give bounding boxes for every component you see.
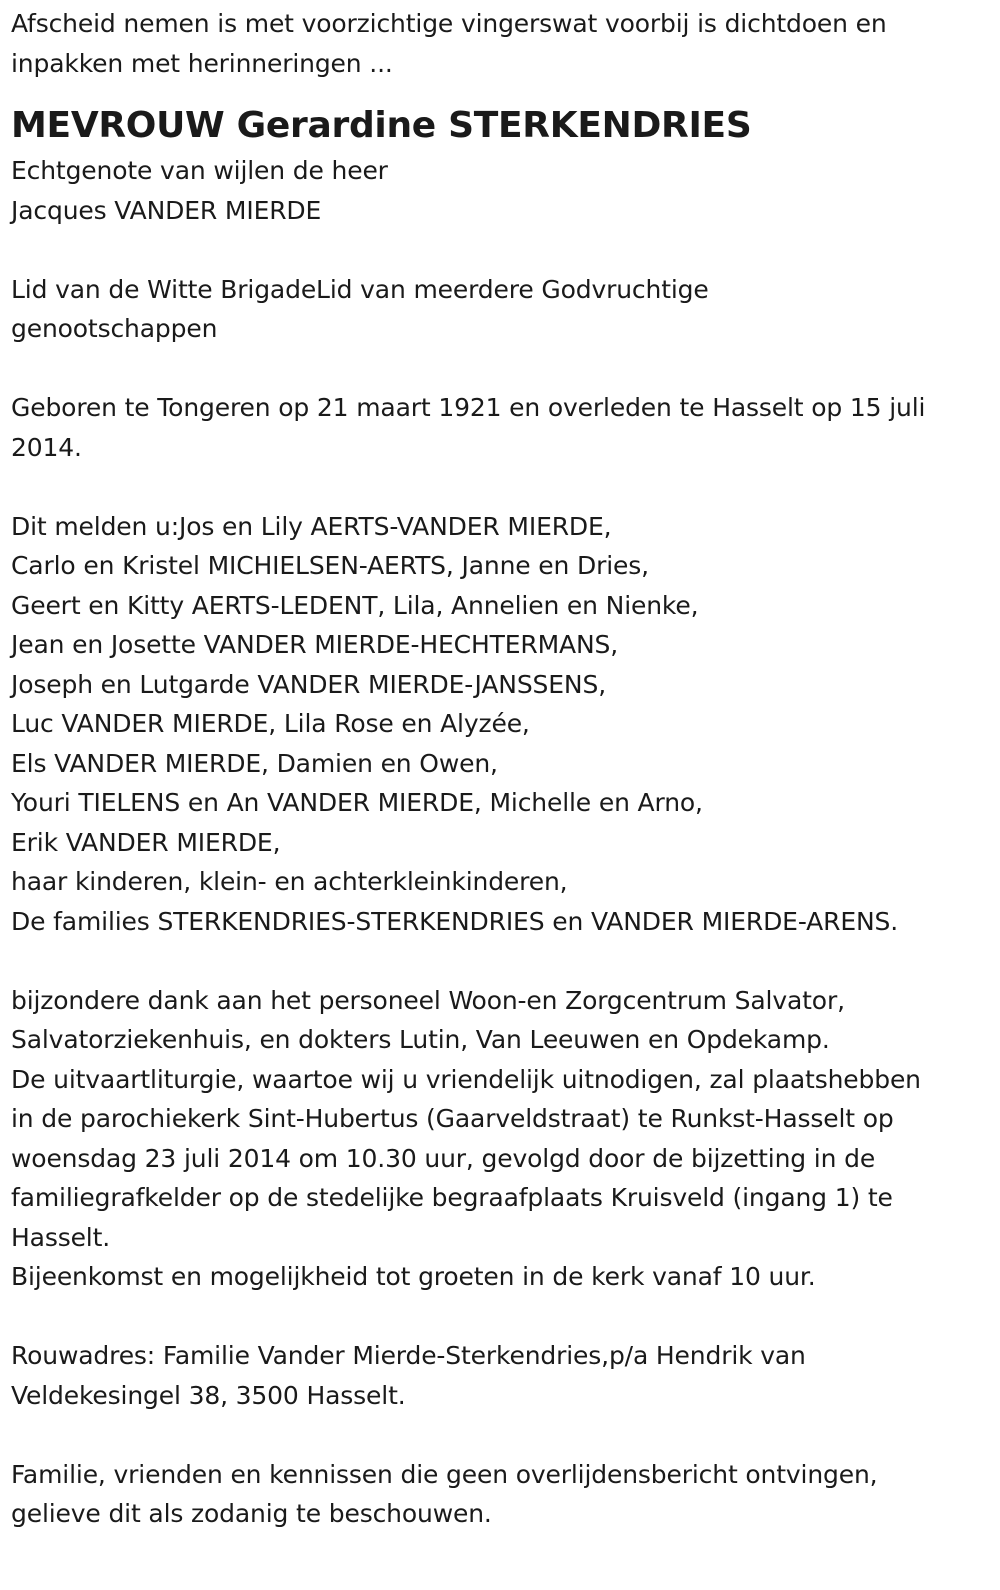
- announcer-line: haar kinderen, klein- en achterkleinkinderen,: [11, 867, 568, 896]
- birth-death-line: Geboren te Tongeren op 21 maart 1921 en overleden te Hasselt op 15 juli: [11, 393, 926, 422]
- announcers: [11, 507, 986, 942]
- spacer: [11, 349, 986, 389]
- ceremony-line: bijzondere dank aan het personeel Woon-en Zorgcentrum Salvator,: [11, 985, 845, 1015]
- announcer-line: Luc VANDER MIERDE, Lila Rose en Alyzée,: [11, 709, 530, 738]
- mourning-address: [11, 1336, 986, 1415]
- announcer-line: Jean en Josette VANDER MIERDE-HECHTERMANS,: [11, 630, 619, 659]
- intro-quote: [11, 4, 986, 83]
- announcer-line: Joseph en Lutgarde VANDER MIERDE-JANSSENS,: [11, 669, 606, 699]
- spacer: [11, 941, 986, 981]
- closing-note: [11, 1455, 986, 1534]
- announcer-line: Youri TIELENS en An VANDER MIERDE, Michelle en Arno,: [11, 788, 703, 817]
- spacer: [11, 467, 986, 507]
- thanks-and-ceremony: [11, 981, 986, 1297]
- announcer-line: Geert en Kitty AERTS-LEDENT, Lila, Annelien en Nienke,: [11, 590, 699, 620]
- announcer-line: De families STERKENDRIES-STERKENDRIES en VANDER MIERDE-ARENS.: [11, 906, 899, 936]
- intro-line: inpakken met herinneringen ...: [11, 48, 393, 78]
- spacer: [11, 230, 986, 270]
- ceremony-line: in de parochiekerk Sint-Hubertus (Gaarveldstraat) te Runkst-Hasselt op: [11, 1104, 894, 1133]
- announcer-line: Carlo en Kristel MICHIELSEN-AERTS, Janne en Dries,: [11, 551, 649, 580]
- closing-line: Familie, vrienden en kennissen die geen overlijdensbericht ontvingen,: [11, 1459, 878, 1489]
- ceremony-line: De uitvaartliturgie, waartoe wij u vriendelijk uitnodigen, zal plaatshebben: [11, 1064, 921, 1094]
- ceremony-line: familiegrafkelder op de stedelijke begraafplaats Kruisveld (ingang 1) te: [11, 1183, 893, 1212]
- spouse-line: Echtgenote van wijlen de heer: [11, 156, 388, 185]
- announcer-line: Els VANDER MIERDE, Damien en Owen,: [11, 748, 498, 778]
- ceremony-line: woensdag 23 juli 2014 om 10.30 uur, gevolgd door de bijzetting in de: [11, 1143, 876, 1173]
- spouse-info: [11, 151, 986, 230]
- announcer-line: Erik VANDER MIERDE,: [11, 827, 281, 857]
- address-line: Rouwadres: Familie Vander Mierde-Sterkendries,p/a Hendrik van: [11, 1341, 806, 1370]
- spacer: [11, 1297, 986, 1337]
- birth-death-line: 2014.: [11, 432, 82, 462]
- announcer-line: Dit melden u:Jos en Lily AERTS-VANDER MIERDE,: [11, 511, 612, 541]
- membership-line: genootschappen: [11, 314, 218, 343]
- birth-death-info: [11, 388, 986, 467]
- ceremony-line: Hasselt.: [11, 1222, 111, 1252]
- closing-line: gelieve dit als zodanig te beschouwen.: [11, 1499, 492, 1528]
- address-line: Veldekesingel 38, 3500 Hasselt.: [11, 1380, 406, 1410]
- membership-line: Lid van de Witte BrigadeLid van meerdere Godvruchtige: [11, 274, 709, 304]
- spacer: [11, 1415, 986, 1455]
- memberships: [11, 270, 986, 349]
- intro-line: Afscheid nemen is met voorzichtige vingerswat voorbij is dichtdoen en: [11, 9, 887, 38]
- spouse-line: Jacques VANDER MIERDE: [11, 195, 322, 225]
- ceremony-line: Bijeenkomst en mogelijkheid tot groeten in de kerk vanaf 10 uur.: [11, 1262, 816, 1291]
- deceased-name: MEVROUW Gerardine STERKENDRIES: [11, 105, 752, 146]
- ceremony-line: Salvatorziekenhuis, en dokters Lutin, Van Leeuwen en Opdekamp.: [11, 1025, 830, 1054]
